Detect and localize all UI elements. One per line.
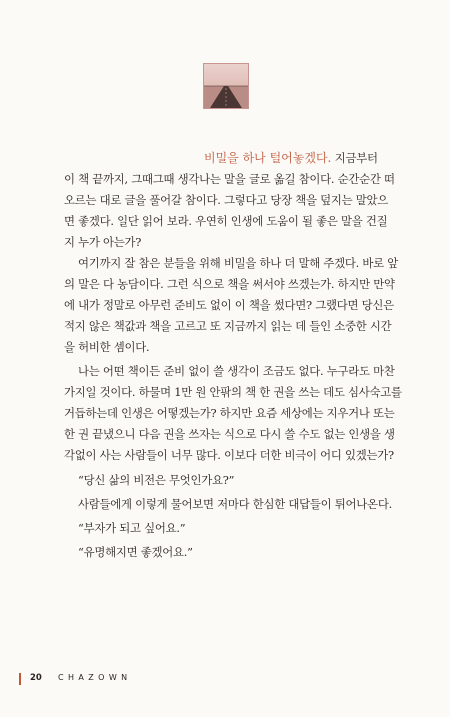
text-line: 에 내가 정말로 아무런 준비도 없이 이 책을 썼다면? 그랬다면 당신은 (64, 298, 394, 312)
text-line: 오르는 대로 글을 풀어갈 참이다. 그렇다고 당장 책을 덮지는 말았으 (64, 193, 389, 207)
road-horizon-image (204, 64, 248, 108)
text-line: 거듭하는데 인생은 어떻겠는가? 하지만 요즘 세상에는 지우거나 또는 (64, 406, 395, 420)
text-line: 면 좋겠다. 일단 읽어 보라. 우연히 인생에 도움이 될 좋은 말을 건질 (64, 214, 388, 228)
text-line: 이 책 끝까지, 그때그때 생각나는 말을 글로 옮길 참이다. 순간순간 떠 (64, 172, 395, 186)
page-number: 20 (30, 673, 42, 683)
text-line: 각없이 사는 사람들이 너무 많다. 이보다 더한 비극이 어디 있겠는가? (64, 448, 394, 462)
quote-line: “부자가 되고 싶어요.” (78, 521, 186, 535)
text-line: 여기까지 잘 참은 분들을 위해 비밀을 하나 더 말해 주겠다. 바로 앞 (78, 256, 399, 270)
text-line: 나는 어떤 책이든 준비 없이 쓸 생각이 조금도 없다. 누구라도 마찬 (78, 364, 395, 378)
chapter-photo (203, 63, 249, 109)
quote-line: “유명해지면 좋겠어요.” (78, 545, 193, 559)
text-line: 사람들에게 이렇게 물어보면 저마다 한심한 대답들이 튀어나온다. (78, 497, 392, 511)
text-line: 을 허비한 셈이다. (64, 340, 150, 354)
text-line: 지 누가 아는가? (64, 235, 142, 249)
text-line: 의 말은 다 농담이다. 그런 식으로 책을 써서야 쓰겠는가. 하지만 만약 (64, 277, 395, 291)
lead-rest: 지금부터 (331, 151, 378, 165)
footer-accent-bar (19, 673, 21, 685)
text-line: 한 권 끝냈으니 다음 권을 쓰자는 식으로 다시 쓸 수도 없는 인생을 생 (64, 427, 395, 441)
text-line: 적지 않은 책값과 책을 고르고 또 지금까지 읽는 데 들인 소중한 시간 (64, 319, 392, 333)
running-head: CHAZOWN (58, 673, 132, 682)
text-line: 가지일 것이다. 하물며 1만 원 안팎의 책 한 권을 쓰는 데도 심사숙고를 (64, 385, 402, 399)
lead-accent: 비밀을 하나 털어놓겠다. (204, 151, 332, 165)
lead-line (204, 150, 378, 166)
quote-line: “당신 삶의 비전은 무엇인가요?” (78, 473, 235, 487)
